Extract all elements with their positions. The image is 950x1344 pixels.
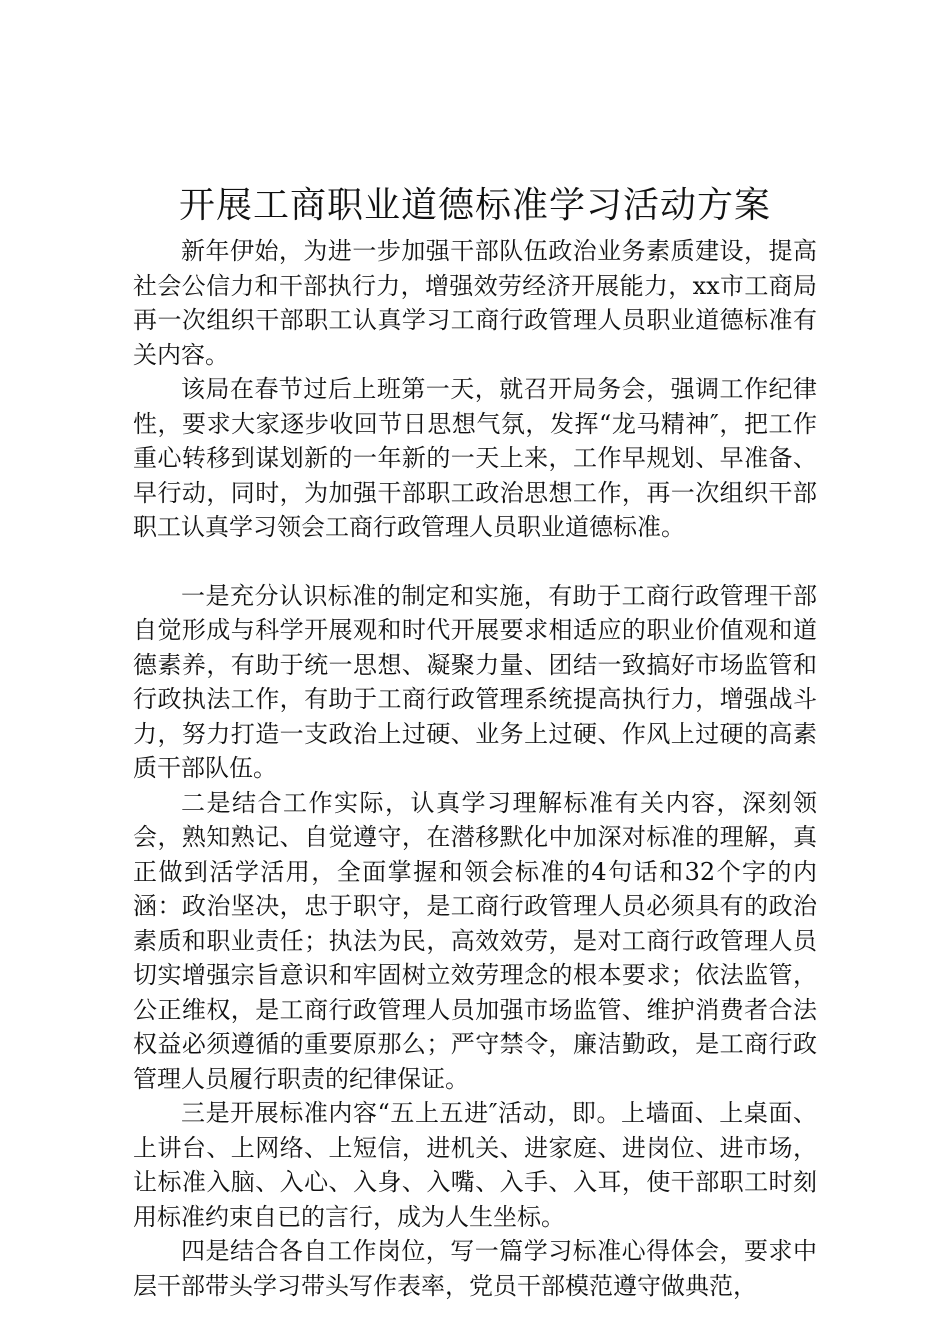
paragraph-intro: 新年伊始，为进一步加强干部队伍政治业务素质建设，提高社会公信力和干部执行力，增强效劳经济开展能力，xx市工商局再一次组织干部职工认真学习工商行政管理人员职业道德标准有关内容。 <box>133 237 817 369</box>
paragraph-point-one: 一是充分认识标准的制定和实施，有助于工商行政管理干部自觉形成与科学开展观和时代开展要求相适应的职业价值观和道德素养，有助于统一思想、凝聚力量、团结一致搞好市场监管和行政执法工作，有助于工商行政管理系统提高执行力，增强战斗力，努力打造一支政治上过硬、业务上过硬、作风上过硬的高素质干部队伍。 <box>133 581 817 782</box>
paragraph-point-four: 四是结合各自工作岗位，写一篇学习标准心得体会，要求中层干部带头学习带头写作表率，党员干部模范遵守做典范， <box>133 1237 817 1300</box>
paragraph-point-three: 三是开展标准内容“五上五进″活动，即。上墙面、上桌面、上讲台、上网络、上短信，进机关、进家庭、进岗位、进市场，让标准入脑、入心、入身、入嘴、入手、入耳，使干部职工时刻用标准约束自已的言行，成为人生坐标。 <box>133 1099 817 1231</box>
document-body <box>133 234 817 1303</box>
paragraph-meeting: 该局在春节过后上班第一天，就召开局务会，强调工作纪律性，要求大家逐步收回节日思想气氛，发挥“龙马精神″，把工作重心转移到谋划新的一年新的一天上来，工作早规划、早准备、早行动，同时，为加强干部职工政治思想工作，再一次组织干部职工认真学习领会工商行政管理人员职业道德标准。 <box>133 375 817 541</box>
paragraph-spacer <box>133 545 817 579</box>
document-title: 开展工商职业道德标准学习活动方案 <box>178 185 771 226</box>
paragraph-point-two: 二是结合工作实际，认真学习理解标准有关内容，深刻领会，熟知熟记、自觉遵守，在潜移默化中加深对标准的理解，真正做到活学活用，全面掌握和领会标准的4句话和32个字的内涵：政治坚决，忠于职守，是工商行政管理人员必须具有的政治素质和职业责任；执法为民，高效效劳，是对工商行政管理人员切实增强宗旨意识和牢固树立效劳理念的根本要求；依法监管，公正维权，是工商行政管理人员加强市场监管、维护消费者合法权益必须遵循的重要原那么；严守禁令，廉洁勤政，是工商行政管理人员履行职责的纪律保证。 <box>133 788 817 1093</box>
